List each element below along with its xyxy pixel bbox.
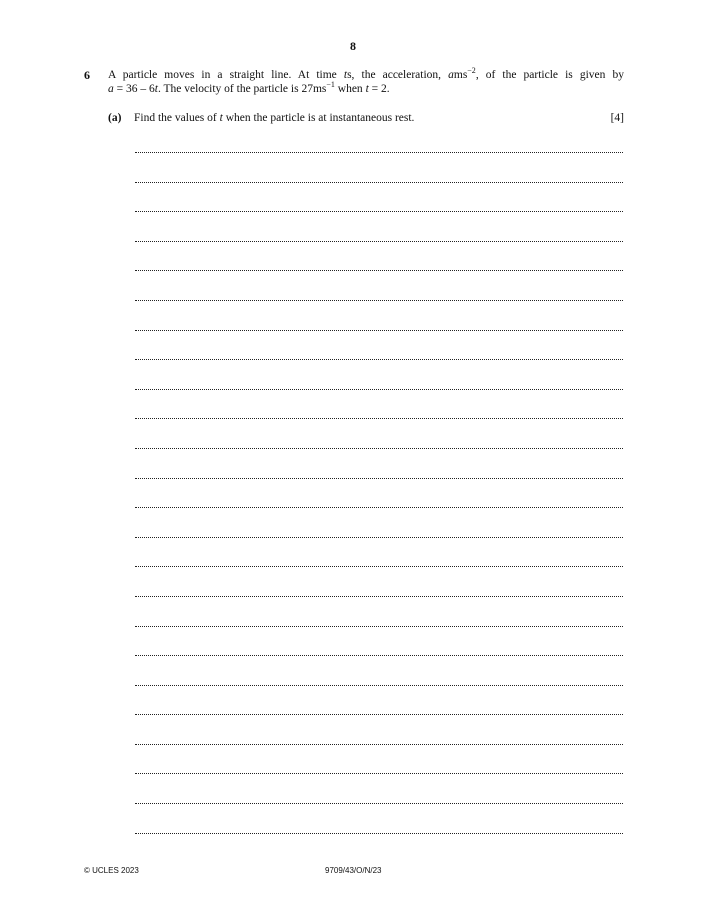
answer-line[interactable] [135,359,623,389]
answer-line[interactable] [135,211,623,241]
answer-line[interactable] [135,182,623,212]
answer-line[interactable] [135,241,623,271]
part-a-marks: [4] [610,112,624,124]
page-number: 8 [350,39,356,53]
answer-line[interactable] [135,537,623,567]
answer-line[interactable] [135,685,623,715]
answer-line[interactable] [135,300,623,330]
answer-line[interactable] [135,389,623,419]
question-text-line-2: a = 36 – 6t. The velocity of the particle is $27ms^{-1}$ when t = 2. [108,80,390,95]
footer-copyright: © UCLES 2023 [84,866,139,875]
answer-line[interactable] [135,270,623,300]
answer-line[interactable] [135,478,623,508]
answer-line[interactable] [135,833,623,863]
part-a-question: Find the values of t when the particle is at instantaneous rest. [134,112,415,124]
answer-line[interactable] [135,152,623,182]
part-a-label: (a) [108,112,122,124]
answer-line[interactable] [135,596,623,626]
answer-line[interactable] [135,744,623,774]
footer-paper-code: 9709/43/O/N/23 [325,866,382,875]
answer-line[interactable] [135,773,623,803]
answer-line[interactable] [135,655,623,685]
answer-line[interactable] [135,714,623,744]
answer-line[interactable] [135,803,623,833]
answer-line[interactable] [135,418,623,448]
answer-line[interactable] [135,507,623,537]
answer-lines[interactable] [135,152,623,862]
answer-line[interactable] [135,566,623,596]
question-text-line-1: A particle moves in a straight line. At time ts, the acceleration, ams$^{-2}$, of the particle is given by [108,66,624,81]
answer-line[interactable] [135,626,623,656]
question-number: 6 [84,68,90,82]
answer-line[interactable] [135,448,623,478]
answer-line[interactable] [135,330,623,360]
